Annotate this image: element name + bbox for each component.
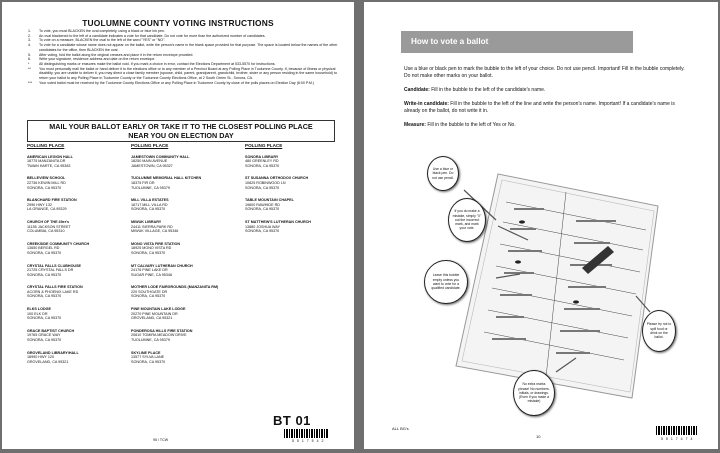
polling-place-city: GROVELAND, CA 95321: [27, 359, 69, 364]
polling-place-header: POLLING PLACE: [131, 143, 169, 148]
instruction-number: ***: [28, 80, 33, 85]
instruction-number: **: [28, 66, 31, 71]
instruction-text: Write your signature, residence address and date on the return envelope.: [39, 57, 156, 62]
instruction-number: 6.: [28, 57, 31, 62]
polling-place-name: MONO VISTA FIRE STATION: [131, 241, 181, 246]
paragraph-pen: Use a blue or black pen to mark the bubble to the left of your choice. Do not use pencil. Important! Fill in the bubble completely. Do not make other marks on your ballot.: [404, 66, 685, 79]
instructions-body: [404, 66, 689, 136]
page-footer-code: 95 / TCW: [153, 438, 169, 442]
instruction-item: [28, 67, 340, 81]
polling-place: [131, 220, 236, 234]
polling-place-name: SKYLINE PLACE: [131, 350, 161, 355]
polling-place-address: 18925 MONO VISTA RD: [131, 246, 172, 251]
polling-place-city: SONORA, CA 95370: [245, 229, 280, 234]
polling-place-header: POLLING PLACE: [245, 143, 283, 148]
barcode: [284, 429, 328, 438]
polling-place-name: ST MATTHEW'S LUTHERAN CHURCH: [245, 219, 311, 224]
polling-place-address: 18250 MAIN AVENUE: [131, 159, 168, 164]
polling-place-address: 21725 CRYSTAL FALLS DR: [27, 268, 74, 273]
polling-place: [131, 264, 236, 278]
polling-place-city: TUOLUMNE, CA 95379: [131, 338, 170, 343]
callout-mistake: If you do make a mistake, simply "X" out the incorrect mark, and mark your vote.: [448, 198, 486, 242]
polling-place-address: 13880 JOSHUA WAY: [245, 224, 281, 229]
polling-place: [27, 198, 132, 212]
polling-place: [245, 220, 350, 234]
polling-place-city: JAMESTOWN, CA 95327: [131, 163, 173, 168]
polling-place-address: 100 ELK DR: [27, 311, 48, 316]
polling-place: [131, 176, 236, 190]
instruction-number: 5.: [28, 52, 31, 57]
page-number: 10: [536, 434, 541, 439]
mail-notice-line2: NEAR YOU ON ELECTION DAY: [128, 131, 234, 140]
polling-place-city: SONORA, CA 95370: [131, 359, 166, 364]
polling-column-3: [245, 144, 350, 242]
polling-place-city: SONORA, CA 95370: [245, 185, 280, 190]
polling-place-address: 18375 FIR DR: [131, 180, 155, 185]
polling-place-city: SONORA, CA 95370: [245, 163, 280, 168]
polling-place-address: 2990 HWY 132: [27, 202, 52, 207]
polling-place-name: PONDEROSA HILLS FIRE STATION: [131, 328, 193, 333]
polling-place-address: 480 GREENLEY RD: [245, 159, 279, 164]
polling-place-name: MILL VILLA ESTATES: [131, 198, 169, 203]
polling-place-name: CHURCH OF THE 49er's: [27, 219, 70, 224]
polling-place-city: MIWUK VILLAGE, CA 95346: [131, 229, 179, 234]
callout-leave-blank: Leave this bubble empty unless you want to vote for a qualified candidate.: [424, 260, 468, 304]
callout-no-food: Please try not to spill food or drink on the ballot.: [642, 310, 676, 352]
instruction-item: [28, 43, 340, 52]
polling-place-name: ELKS LODGE: [27, 307, 51, 312]
right-page: [364, 2, 718, 449]
polling-place-name: ST SUSANNA ORTHODOX CHURCH: [245, 176, 309, 181]
paragraph-candidate: Candidate: Fill in the bubble to the left of the candidate's name.: [404, 87, 546, 93]
instruction-number: 4.: [28, 43, 31, 48]
instruction-text: All distinguishing marks or erasures make the ballot void. If you mark a choice in error, contact the Elections Department at 533-5570 for instructions.: [39, 61, 276, 66]
polling-place: [27, 176, 132, 190]
polling-place-name: GROVELAND LIBRARY/HALL: [27, 350, 79, 355]
polling-place-address: 10825 ROBINWOOD LN: [245, 180, 286, 185]
polling-place-name: TABLE MOUNTAIN CHAPEL: [245, 198, 294, 203]
polling-place-name: BELLEVIEW SCHOOL: [27, 176, 66, 181]
polling-place-city: SONORA, CA 95370: [245, 207, 280, 212]
instruction-number: 1.: [28, 29, 31, 33]
footer-precincts: ALL BG's: [392, 426, 409, 431]
polling-place-name: CREEKSIDE COMMUNITY CHURCH: [27, 241, 90, 246]
polling-place-name: SONORA LIBRARY: [245, 154, 279, 159]
callout-pen: Use a blue or black pen. Do not use pencil.: [427, 156, 459, 191]
heading-banner: [401, 31, 633, 53]
polling-place: [245, 176, 350, 190]
polling-place: [131, 198, 236, 212]
polling-place-city: SONORA, CA 95370: [27, 338, 62, 343]
ballot-type-code: BT 01: [273, 413, 311, 428]
polling-place-city: SONORA, CA 95370: [27, 294, 62, 299]
polling-place-city: TWAIN HARTE, CA 95383: [27, 163, 71, 168]
polling-place: [27, 155, 132, 169]
instructions-title: TUOLUMNE COUNTY VOTING INSTRUCTIONS: [82, 18, 274, 28]
sample-ballot-illustration: [436, 162, 676, 400]
polling-place-address: 22736 KEWIN MILL RD: [27, 180, 66, 185]
instruction-text: To vote on a measure, BLACKEN the oval to the left of the word "YES" or "NO".: [39, 38, 166, 43]
instructions-list: [28, 29, 340, 85]
polling-place: [27, 307, 132, 321]
polling-place-city: COLUMBIA, CA 95310: [27, 229, 65, 234]
polling-place-address: 19600 RAWHIDE RD: [245, 202, 280, 207]
polling-place-address: 18990 HWY 120: [27, 355, 54, 360]
polling-place: [131, 285, 236, 299]
polling-place-city: SONORA, CA 95370: [131, 250, 166, 255]
polling-place-address: 20810 TOMIRA MEADOW DRIVE: [131, 333, 187, 338]
polling-place: [27, 329, 132, 343]
mail-notice-line1: MAIL YOUR BALLOT EARLY OR TAKE IT TO THE CLOSEST POLLING PLACE: [49, 122, 313, 131]
polling-place-city: SONORA, CA 95370: [27, 272, 62, 277]
barcode-number: 5 5 1 7 5 4 2: [292, 439, 325, 443]
callout-no-extra-marks: No extra marks please! No numbers, initials, or drawings. (Even if you make a mistake): [513, 370, 555, 416]
polling-column-1: [27, 144, 132, 372]
polling-place-address: 13577 SYLVA LANE: [131, 355, 165, 360]
instruction-text: An oval blackened to the left of a candidate indicates a vote for that candidate. Do not vote for more than the authorized number of candidates.: [39, 33, 266, 38]
polling-place: [27, 264, 132, 278]
polling-place-city: TUOLUMNE, CA 95379: [131, 185, 170, 190]
polling-place-name: CRYSTAL FALLS FIRE STATION: [27, 285, 83, 290]
polling-place-address: ACORN & PHOENIX LAKE RD: [27, 289, 79, 294]
polling-place-address: 220 SOUTHGATE DR: [131, 289, 168, 294]
polling-place-name: MT CALVARY LUTHERAN CHURCH: [131, 263, 193, 268]
polling-place: [131, 351, 236, 365]
left-page: [2, 2, 354, 449]
heading-title: How to vote a ballot: [411, 37, 489, 46]
polling-column-2: [131, 144, 236, 372]
mail-ballot-notice: [27, 120, 335, 142]
polling-place-city: SUGAR PINE, CA 95346: [131, 272, 172, 277]
polling-place-address: 13650 BERGEL RD: [27, 246, 60, 251]
polling-place-address: 19765 GRACE WAY: [27, 333, 61, 338]
polling-place-address: 11155 JACKSON STREET: [27, 224, 71, 229]
polling-place-city: SONORA, CA 95370: [27, 316, 62, 321]
polling-place-city: GROVELAND, CA 95321: [131, 316, 173, 321]
polling-place-address: 20270 PINE MOUNTAIN DR: [131, 311, 178, 316]
polling-place-name: GRACE BAPTIST CHURCH: [27, 328, 75, 333]
barcode-number: 5 5 1 7 4 7 4: [661, 437, 694, 441]
polling-place-header: POLLING PLACE: [27, 143, 65, 148]
polling-place-city: SONORA, CA 95370: [131, 294, 166, 299]
instruction-number: 3.: [28, 38, 31, 43]
polling-place-city: LA GRANGE, CA 95329: [27, 207, 67, 212]
polling-place: [27, 285, 132, 299]
polling-place-address: 18717 MILL VILLA RD: [131, 202, 168, 207]
polling-place-name: BLANCHARD FIRE STATION: [27, 198, 77, 203]
paragraph-write-in: Write-in candidate: Fill in the bubble to the left of the line and write the person's name. Important! If a candidate's name is already on the ballot, do not write it in.: [404, 101, 675, 114]
polling-place: [245, 198, 350, 212]
polling-place-name: JAMESTOWN COMMUNITY HALL: [131, 154, 190, 159]
polling-place-name: CRYSTAL FALLS CLUBHOUSE: [27, 263, 82, 268]
instruction-text: After voting, fold the ballot along the original creases and place it in the return envelope provided.: [39, 52, 194, 57]
polling-place-name: PINE MOUNTAIN LAKE LODGE: [131, 307, 186, 312]
barcode: [656, 426, 698, 435]
polling-place-name: TUOLUMNE MEMORIAL HALL KITCHEN: [131, 176, 202, 181]
polling-place-city: SONORA, CA 95370: [27, 250, 62, 255]
polling-place: [27, 220, 132, 234]
polling-place-name: MOTHER LODE FAIRGROUNDS (MANZANITA RM): [131, 285, 219, 290]
polling-place: [131, 329, 236, 343]
instruction-item: [28, 81, 340, 86]
polling-place-name: AMERICAN LEGION HALL: [27, 154, 73, 159]
instruction-text: Your voted ballot must be received by the Tuolumne County Elections Office or any Polling Place in Tuolumne County by close of the polls places on Election Day (8:00 P.M.): [39, 80, 315, 85]
polling-place: [27, 242, 132, 256]
polling-place: [245, 155, 350, 169]
polling-place-name: MIWUK LIBRARY: [131, 219, 162, 224]
instruction-number: *: [28, 61, 30, 66]
paragraph-measure: Measure: Fill in the bubble to the left of Yes or No.: [404, 122, 516, 128]
instruction-text: To vote, you must BLACKEN the oval completely, using a black or blue ink pen.: [39, 29, 165, 33]
polling-place-address: 18775 MANZANITA DR: [27, 159, 66, 164]
polling-place-address: 24411 SIERRA PARK RD: [131, 224, 173, 229]
instruction-text: To vote for a candidate whose name does not appear on the ballot, write the person's name in the blank space provided for that purpose. The space is located below the names of the other candidates for the office, then BLACKEN the oval.: [39, 43, 338, 52]
polling-place-city: SONORA, CA 95370: [27, 185, 62, 190]
polling-place: [27, 351, 132, 365]
polling-place-city: SONORA, CA 95370: [131, 207, 166, 212]
instruction-number: 2.: [28, 33, 31, 38]
polling-place: [131, 242, 236, 256]
instruction-text: You must personally mail the ballot or hand deliver it to the elections office or to any member of a Precinct Board at any Polling Place in Tuolumne County. If, because of illness or physical disability, you are unable to deliver it, you may direct a close family member (spouse, child, parent, grandparent, grandchild, brother, sister or any person residing in the same household) to return your ballot to any Polling Place in Tuolumne County or the Tuolumne County Elections Office, at 2 South Green St., Sonora, CA.: [39, 66, 337, 81]
polling-place: [131, 155, 236, 169]
polling-place-address: 24176 PINE LAKE DR: [131, 268, 168, 273]
polling-place: [131, 307, 236, 321]
